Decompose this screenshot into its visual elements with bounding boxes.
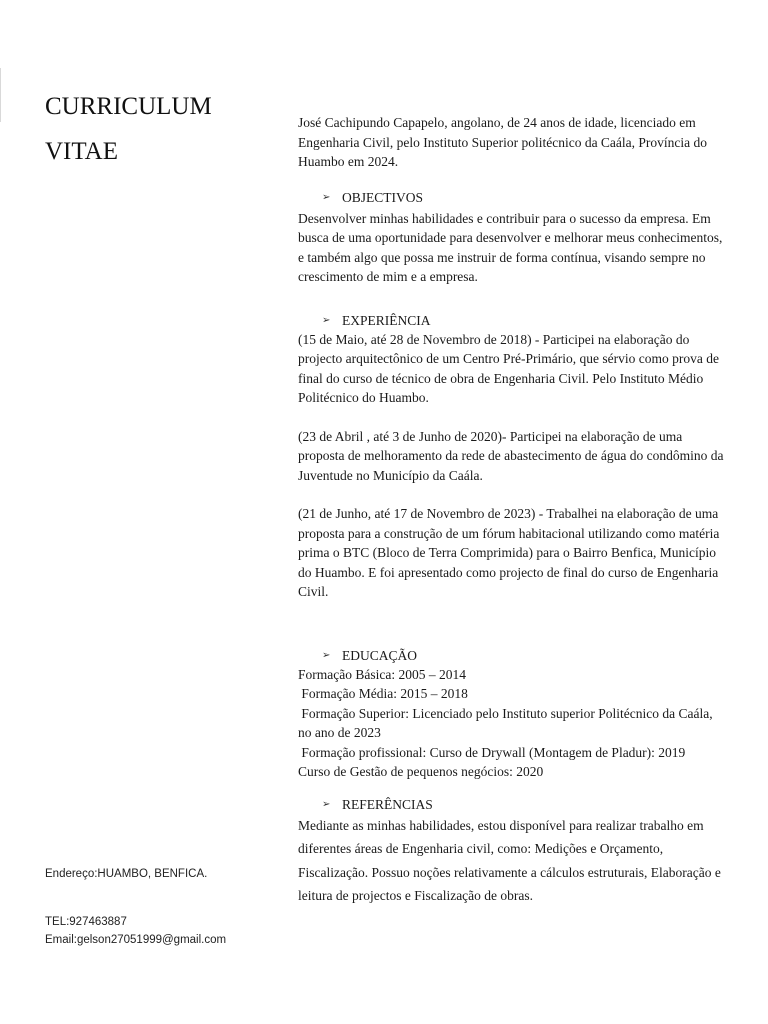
telephone-text: TEL:927463887 <box>45 916 127 928</box>
section-label-objectivos: OBJECTIVOS <box>342 189 424 205</box>
experience-item: (15 de Maio, até 28 de Novembro de 2018) - Participei na elaboração do projecto arquitectônico de um Centro Pré-Primário, que sérvio como prova de final do curso de técnico de obra de Engenharia Civil. Pelo Instituto Médio Politécnico do Huambo. <box>298 331 719 405</box>
section-heading-objectivos <box>322 188 728 207</box>
referencias-text: Mediante as minhas habilidades, estou disponível para realizar trabalho em diferentes áreas de Engenharia civil, como: Medições e Orçamento, Fiscalização. Possuo noções relativamente a cálculos estruturais, Elaboração e leitura de projectos e Fiscalização de obras. <box>298 817 721 903</box>
education-list <box>298 665 728 782</box>
address-text: Endereço:HUAMBO, BENFICA. <box>45 868 208 880</box>
section-label-referencias: REFERÊNCIAS <box>342 796 433 812</box>
arrow-bullet-icon: ➢ <box>322 649 331 661</box>
section-label-educacao: EDUCAÇÃO <box>342 647 418 663</box>
section-heading-experiencia <box>322 311 728 330</box>
arrow-bullet-icon: ➢ <box>322 191 331 203</box>
intro-paragraph: José Cachipundo Capapelo, angolano, de 24 anos de idade, licenciado em Engenharia Civil, pelo Instituto Superior politécnico da Caála, Província do Huambo em 2024. <box>298 115 708 169</box>
section-heading-referencias <box>322 795 728 814</box>
education-line: Formação profissional: Curso de Drywall (Montagem de Pladur): 2019 <box>298 744 686 760</box>
education-line: Formação Superior: Licenciado pelo Instituto superior Politécnico da Caála, no ano de 2023 <box>298 705 717 740</box>
arrow-bullet-icon: ➢ <box>322 314 331 326</box>
cv-title-line-1: CURRICULUM <box>45 93 212 120</box>
section-heading-educacao <box>322 646 728 665</box>
education-line: Curso de Gestão de pequenos negócios: 2020 <box>298 764 544 779</box>
cv-title <box>45 84 212 174</box>
experience-item: (21 de Junho, até 17 de Novembro de 2023) - Trabalhei na elaboração de uma proposta para a construção de um fórum habitacional utilizando como matéria prima o BTC (Bloco de Terra Comprimida) para o Bairro Benfica, Município do Huambo. E foi apresentado como projecto de final do curso de Engenharia Civil. <box>298 506 720 599</box>
experience-item: (23 de Abril , até 3 de Junho de 2020)- Participei na elaboração de uma proposta de melhoramento da rede de abastecimento de água do condômino da Juventude no Município da Caála. <box>298 428 724 483</box>
page-edge-mark <box>0 68 1 122</box>
education-line: Formação Básica: 2005 – 2014 <box>298 666 466 682</box>
objectivos-text: Desenvolver minhas habilidades e contribuir para o sucesso da empresa. Em busca de uma oportunidade para desenvolver e melhorar meus conhecimentos, e também algo que possa me instruir de forma contínua, visando sempre no crescimento de mim e a empresa. <box>298 210 723 284</box>
education-line: Formação Média: 2015 – 2018 <box>298 686 468 701</box>
arrow-bullet-icon: ➢ <box>322 798 331 810</box>
email-text: Email:gelson27051999@gmail.com <box>45 934 227 946</box>
section-label-experiencia: EXPERIÊNCIA <box>342 312 431 328</box>
cv-main-content <box>298 113 728 908</box>
cv-title-line-2: VITAE <box>45 138 118 165</box>
